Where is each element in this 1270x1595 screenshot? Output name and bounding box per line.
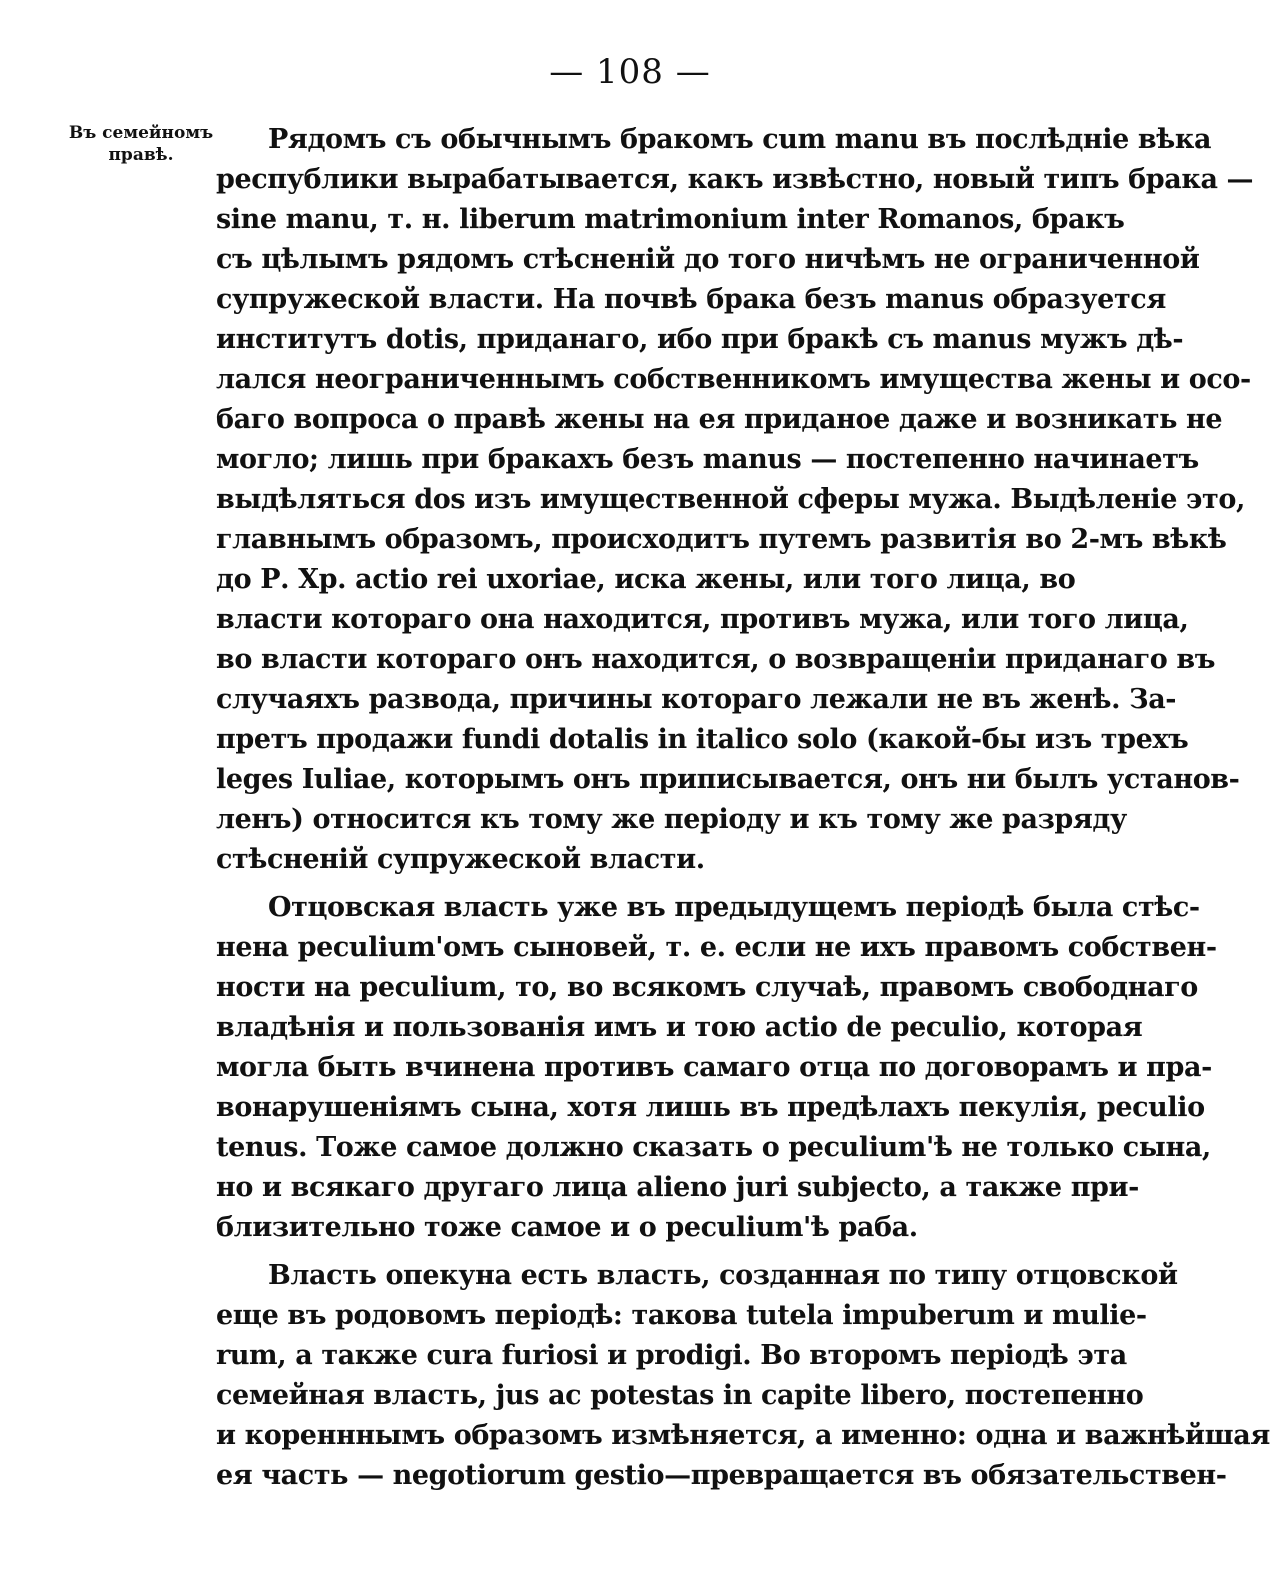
text-line: tenus. Тоже самое должно сказать о peculium'ѣ не только сына, (216, 1132, 1211, 1163)
text-line: могла быть вчинена противъ самаго отца по договорамъ и пра- (216, 1052, 1212, 1083)
text-line: институтъ dotis, приданаго, ибо при бракѣ съ manus мужъ дѣ- (216, 324, 1184, 355)
text-line: Отцовская власть уже въ предыдущемъ періодѣ была стѣс- (268, 892, 1200, 923)
margin-note-line: правѣ. (108, 145, 174, 165)
body-text (216, 120, 1270, 1504)
page-number: — 108 — (549, 52, 711, 92)
text-line: супружеской власти. На почвѣ брака безъ manus образуется (216, 284, 1166, 315)
text-line: leges Iuliae, которымъ онъ приписывается, онъ ни былъ установ- (216, 764, 1240, 795)
text-line: главнымъ образомъ, происходитъ путемъ развитія во 2-мъ вѣкѣ (216, 524, 1227, 555)
text-line: и коренннымъ образомъ измѣняется, а именно: одна и важнѣйшая (216, 1420, 1270, 1451)
text-line: во власти котораго онъ находится, о возвращеніи приданаго въ (216, 644, 1216, 675)
text-line: вонарушеніямъ сына, хотя лишь въ предѣлахъ пекулія, peculio (216, 1092, 1205, 1123)
margin-note-line: Въ семейномъ (68, 123, 214, 143)
text-line: еще въ родовомъ періодѣ: такова tutela impuberum и mulie- (216, 1300, 1147, 1331)
text-line: претъ продажи fundi dotalis in italico solo (какой-бы изъ трехъ (216, 724, 1189, 755)
text-line: нена peculium'омъ сыновей, т. е. если не ихъ правомъ собствен- (216, 932, 1217, 963)
text-line: случаяхъ развода, причины котораго лежали не въ женѣ. За- (216, 684, 1177, 715)
text-line: республики вырабатывается, какъ извѣстно, новый типъ брака — (216, 164, 1254, 195)
text-line: sine manu, т. н. liberum matrimonium inter Romanos, бракъ (216, 204, 1125, 235)
text-line: ленъ) относится къ тому же періоду и къ тому же разряду (216, 804, 1127, 835)
text-line: ности на peculium, то, во всякомъ случаѣ, правомъ свободнаго (216, 972, 1198, 1003)
text-line: до Р. Хр. actio rei uxoriae, иска жены, или того лица, во (216, 564, 1076, 595)
text-line: Рядомъ съ обычнымъ бракомъ cum manu въ послѣдніе вѣка (268, 124, 1212, 155)
text-line: могло; лишь при бракахъ безъ manus — постепенно начинаетъ (216, 444, 1199, 475)
text-line: семейная власть, jus ac potestas in capite libero, постепенно (216, 1380, 1144, 1411)
text-line: ея часть — negotiorum gestio—превращается въ обязательствен- (216, 1460, 1227, 1491)
text-line: владѣнія и пользованія имъ и тою actio de peculio, которая (216, 1012, 1143, 1043)
text-line: выдѣляться dos изъ имущественной сферы мужа. Выдѣленіе это, (216, 484, 1245, 515)
paragraph (216, 120, 1254, 880)
text-line: Власть опекуна есть власть, созданная по типу отцовской (268, 1260, 1178, 1291)
text-line: власти котораго она находится, противъ мужа, или того лица, (216, 604, 1189, 635)
text-line: съ цѣлымъ рядомъ стѣсненій до того ничѣмъ не ограниченной (216, 244, 1200, 275)
paragraph (216, 888, 1217, 1248)
text-line: но и всякаго другаго лица alieno juri subjecto, а также при- (216, 1172, 1139, 1203)
text-line: rum, а также cura furiosi и prodigi. Во второмъ періодѣ эта (216, 1340, 1127, 1371)
text-line: стѣсненій супружеской власти. (216, 844, 705, 875)
text-line: близительно тоже самое и о peculium'ѣ раба. (216, 1212, 918, 1243)
margin-note (66, 122, 216, 166)
text-line: баго вопроса о правѣ жены на ея приданое даже и возникать не (216, 404, 1223, 435)
paragraph (216, 1256, 1270, 1496)
text-line: лался неограниченнымъ собственникомъ имущества жены и осо- (216, 364, 1251, 395)
